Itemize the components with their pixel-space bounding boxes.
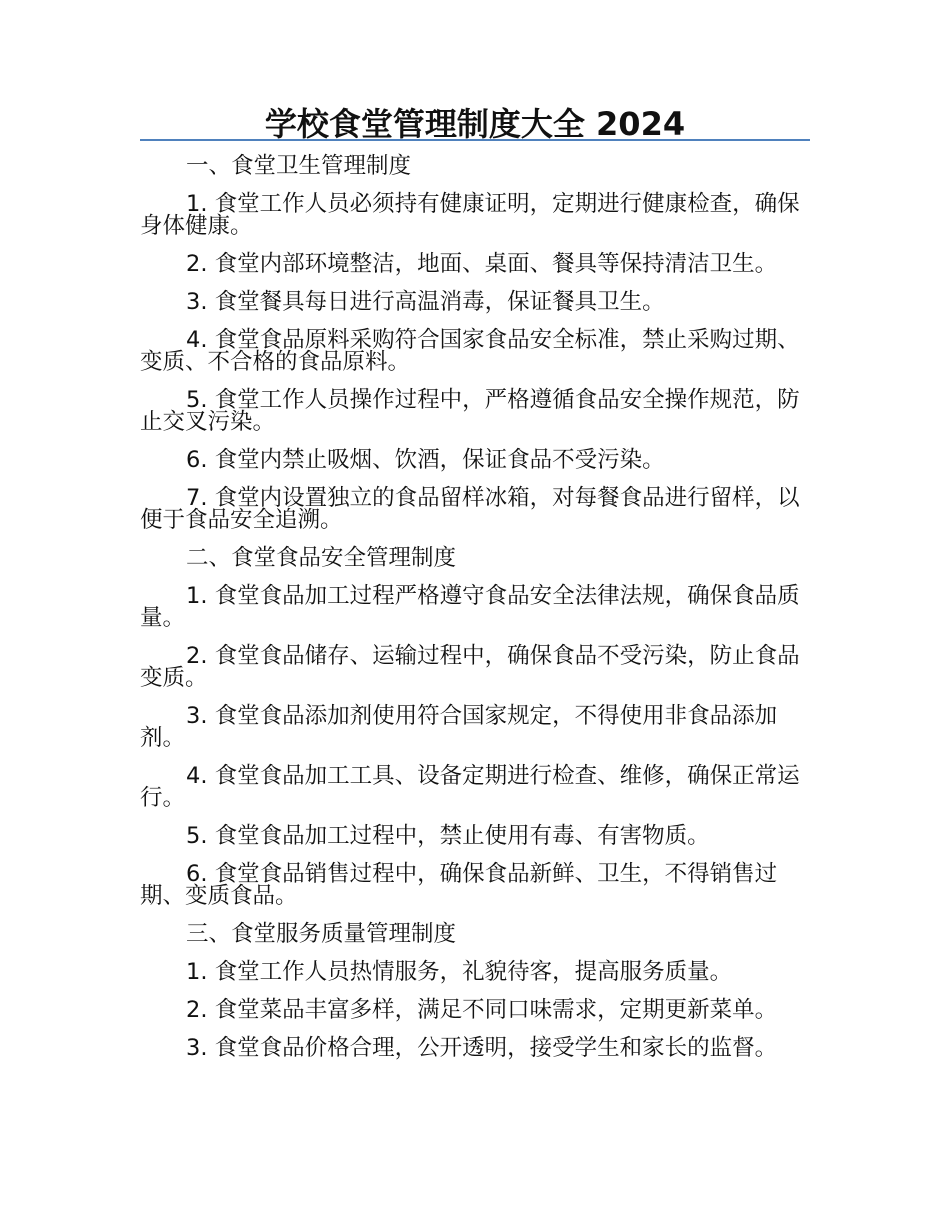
list-item: 5. 食堂食品加工过程中，禁止使用有毒、有害物质。 [186, 823, 710, 849]
section-heading: 三、食堂服务质量管理制度 [186, 921, 457, 947]
section-heading: 一、食堂卫生管理制度 [186, 153, 412, 179]
list-item: 6. 食堂内禁止吸烟、饮酒，保证食品不受污染。 [186, 447, 665, 473]
list-item: 1. 食堂食品加工过程严格遵守食品安全法律法规，确保食品质量。 [140, 583, 800, 631]
list-item: 4. 食堂食品原料采购符合国家食品安全标准，禁止采购过期、变质、不合格的食品原料。 [140, 327, 800, 375]
list-item: 1. 食堂工作人员热情服务，礼貌待客，提高服务质量。 [186, 959, 733, 985]
document-title: 学校食堂管理制度大全 2024 [264, 105, 686, 143]
list-item: 4. 食堂食品加工工具、设备定期进行检查、维修，确保正常运行。 [140, 763, 800, 811]
list-item: 3. 食堂食品添加剂使用符合国家规定，不得使用非食品添加剂。 [140, 703, 778, 751]
list-item: 2. 食堂食品储存、运输过程中，确保食品不受污染，防止食品变质。 [140, 643, 800, 691]
list-item: 3. 食堂食品价格合理，公开透明，接受学生和家长的监督。 [186, 1035, 778, 1061]
title-underline [140, 139, 810, 141]
list-item: 1. 食堂工作人员必须持有健康证明，定期进行健康检查，确保身体健康。 [140, 191, 800, 239]
list-item: 5. 食堂工作人员操作过程中，严格遵循食品安全操作规范，防止交叉污染。 [140, 387, 800, 435]
list-item: 6. 食堂食品销售过程中，确保食品新鲜、卫生，不得销售过期、变质食品。 [140, 861, 778, 909]
list-item: 7. 食堂内设置独立的食品留样冰箱，对每餐食品进行留样，以便于食品安全追溯。 [140, 485, 800, 533]
document-body [140, 155, 810, 1075]
list-item: 2. 食堂菜品丰富多样，满足不同口味需求，定期更新菜单。 [186, 997, 778, 1023]
list-item: 2. 食堂内部环境整洁，地面、桌面、餐具等保持清洁卫生。 [186, 251, 778, 277]
list-item: 3. 食堂餐具每日进行高温消毒，保证餐具卫生。 [186, 289, 665, 315]
section-heading: 二、食堂食品安全管理制度 [186, 545, 457, 571]
